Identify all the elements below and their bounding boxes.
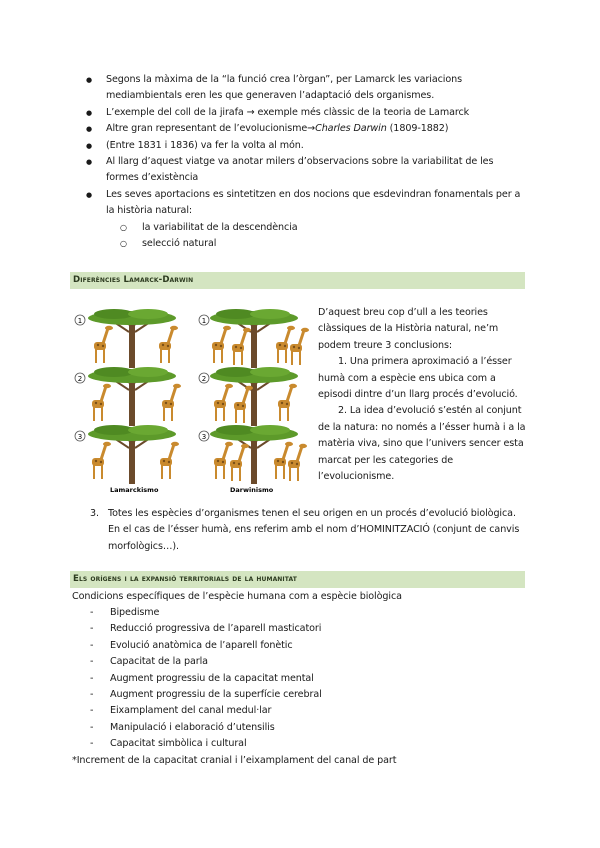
intro-bullet-list bbox=[86, 72, 526, 252]
section-heading: Diferències Lamarck-Darwin bbox=[70, 272, 525, 289]
conclusion-item: 2. La idea d’evolució s’estén al conjunt de la natura: no només a l’ésser humà i a la matèria viva, sino que l’univers sencer esta marcat per les categories de l’evolucionisme. bbox=[318, 405, 526, 483]
list-item: - Evolució anatòmica de l’aparell fonètic bbox=[90, 638, 510, 654]
list-item: ● Al llarg d’aquest viatge va anotar milers d’observacions sobre la variabilitat de les formes d’existència bbox=[86, 154, 526, 187]
darwin-name: Charles Darwin bbox=[315, 123, 387, 135]
section-heading: Els orígens i la expansió territorials de la humanitat bbox=[70, 571, 525, 588]
conclusion-item: 3. Totes les espècies d’organismes tenen el seu origen en un procés d’evolució biològica. En el cas de l’ésser humà, ens referim amb el nom d’HOMINITZACIÓ (conjunt de canvis morfològics…). bbox=[90, 508, 520, 552]
list-item: ● L’exemple del coll de la jirafa → exemple més clàssic de la teoria de Lamarck bbox=[86, 105, 526, 121]
lamarck-darwin-figure bbox=[70, 304, 310, 496]
sub-bullet-list bbox=[106, 220, 526, 253]
list-item: ● Segons la màxima de la “la funció crea l’òrgan”, per Lamarck les variacions mediambientals eren les que generaven l’adaptació dels organismes. bbox=[86, 72, 526, 105]
list-item: - Augment progressiu de la superfície cerebral bbox=[90, 687, 510, 703]
list-item: ○ la variabilitat de la descendència bbox=[106, 220, 526, 236]
list-item: - Manipulació i elaboració d’utensilis bbox=[90, 720, 510, 736]
list-item: - Bipedisme bbox=[90, 605, 510, 621]
panel-label: 3 bbox=[201, 433, 207, 441]
conclusions-intro: D’aquest breu cop d’ull a les teories clàssiques de la Història natural, ne’m podem treure 3 conclusions: bbox=[318, 307, 499, 351]
conclusions-block bbox=[318, 305, 530, 485]
list-item: ● Altre gran representant de l’evolucionisme→Charles Darwin (1809-1882) bbox=[86, 121, 526, 137]
section-intro: Condicions específiques de l’espècie humana com a espècie biològica bbox=[72, 591, 402, 602]
list-item: - Capacitat de la parla bbox=[90, 654, 510, 670]
list-item: - Augment progressiu de la capacitat mental bbox=[90, 671, 510, 687]
list-item: ● (Entre 1831 i 1836) va fer la volta al món. bbox=[86, 138, 526, 154]
panel-label: 2 bbox=[77, 375, 83, 383]
panel-label: 3 bbox=[77, 433, 83, 441]
list-item: ● Les seves aportacions es sintetitzen en dos nocions que esdevindran fonamentals per a la història natural: ○ la variabilitat de la descendència ○ selecció natural bbox=[86, 187, 526, 253]
list-item: ○ selecció natural bbox=[106, 236, 526, 252]
footnote: *Increment de la capacitat cranial i l’eixamplament del canal de part bbox=[72, 755, 397, 766]
figure-caption-left: Lamarckismo bbox=[110, 486, 159, 494]
panel-label: 1 bbox=[77, 317, 83, 325]
list-item: - Eixamplament del canal medul·lar bbox=[90, 703, 510, 719]
list-item: - Capacitat simbòlica i cultural bbox=[90, 736, 510, 752]
conditions-list bbox=[90, 605, 510, 753]
panel-label: 1 bbox=[201, 317, 207, 325]
panel-label: 2 bbox=[201, 375, 207, 383]
list-item: - Reducció progressiva de l’aparell masticatori bbox=[90, 621, 510, 637]
conclusion-item: 1. Una primera aproximació a l’ésser humà com a espècie ens ubica com a episodi dintre d’un llarg procés d’evolució. bbox=[318, 356, 518, 401]
figure-caption-right: Darwinismo bbox=[230, 486, 274, 494]
